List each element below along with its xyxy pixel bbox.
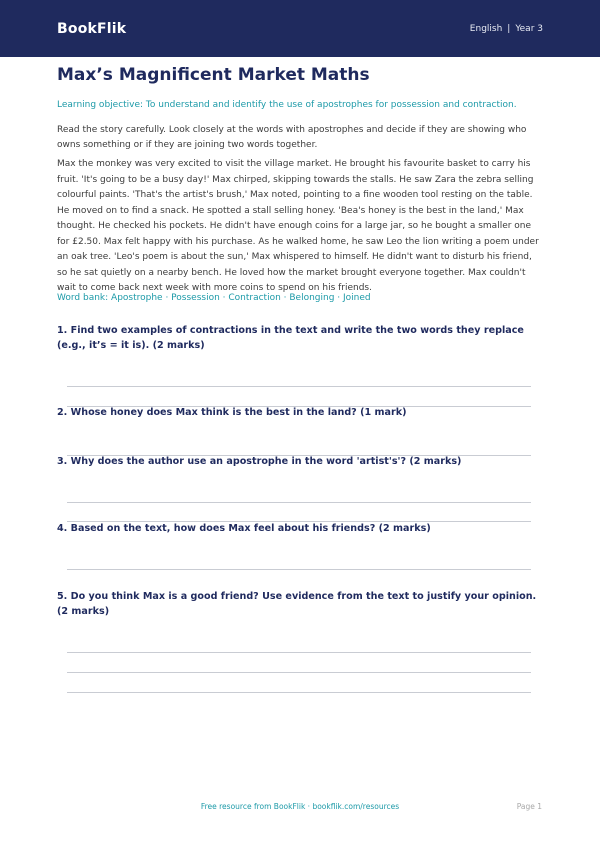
instructions: Read the story carefully. Look closely at the words with apostrophes and decide if they are showing who owns something or if they are joining two words together.: [57, 125, 527, 150]
answer-line[interactable]: [67, 672, 531, 673]
story-text: Max the monkey was very excited to visit the village market. He brought his favourite basket to carry his fruit. 'It's going to be a busy day!' Max chirped, skipping towards the stalls. He saw Zara the zebra selling colourful paints. 'That's the artist's brush,' Max noted, pointing to a fine wooden tool resting on the table. He moved on to find a snack. He spotted a stall selling honey. 'Bea's honey is the best in the land,' Max thought. He checked his pockets. He didn't have enough coins for a large jar, so he bought a smaller one for £2.50. Max felt happy with his purchase. As he walked home, he saw Leo the lion writing a poem under an oak tree. 'Leo's poem is about the sun,' Max whispered to himself. He didn't want to disturb his friend, so he sat quietly on a nearby bench. He loved how the market brought everyone together. Max couldn't wait to come back next week with more coins to spend on his friends.: [57, 159, 539, 293]
meta-separator: |: [507, 23, 511, 34]
word-bank: Word bank: Apostrophe · Possession · Contraction · Belonging · Joined: [57, 293, 371, 303]
year-label: Year 3: [515, 23, 543, 34]
question-1: 1. Find two examples of contractions in the text and write the two words they replace (e.g., it’s = it is). (2 marks): [57, 325, 524, 351]
question-5: 5. Do you think Max is a good friend? Use evidence from the text to justify your opinion. (2 marks): [57, 591, 537, 617]
question-2: 2. Whose honey does Max think is the best in the land? (1 mark): [57, 407, 407, 418]
answer-line[interactable]: [67, 569, 531, 570]
answer-line[interactable]: [67, 692, 531, 693]
footer-credit: Free resource from BookFlik · bookflik.com/resources: [200, 802, 400, 811]
answer-line[interactable]: [67, 502, 531, 503]
question-4: 4. Based on the text, how does Max feel about his friends? (2 marks): [57, 523, 431, 534]
page-title: Max’s Magnificent Market Maths: [57, 65, 370, 85]
question-3: 3. Why does the author use an apostrophe in the word 'artist's'? (2 marks): [57, 456, 462, 467]
brand-logo: BookFlik: [57, 20, 127, 37]
learning-objective: Learning objective: To understand and identify the use of apostrophes for possession and contraction.: [57, 100, 517, 110]
answer-line[interactable]: [67, 652, 531, 653]
subject-label: English: [469, 23, 503, 34]
header-meta: [470, 24, 543, 34]
page-header: [0, 0, 600, 57]
page-number: Page 1: [516, 802, 542, 811]
answer-line[interactable]: [67, 386, 531, 387]
